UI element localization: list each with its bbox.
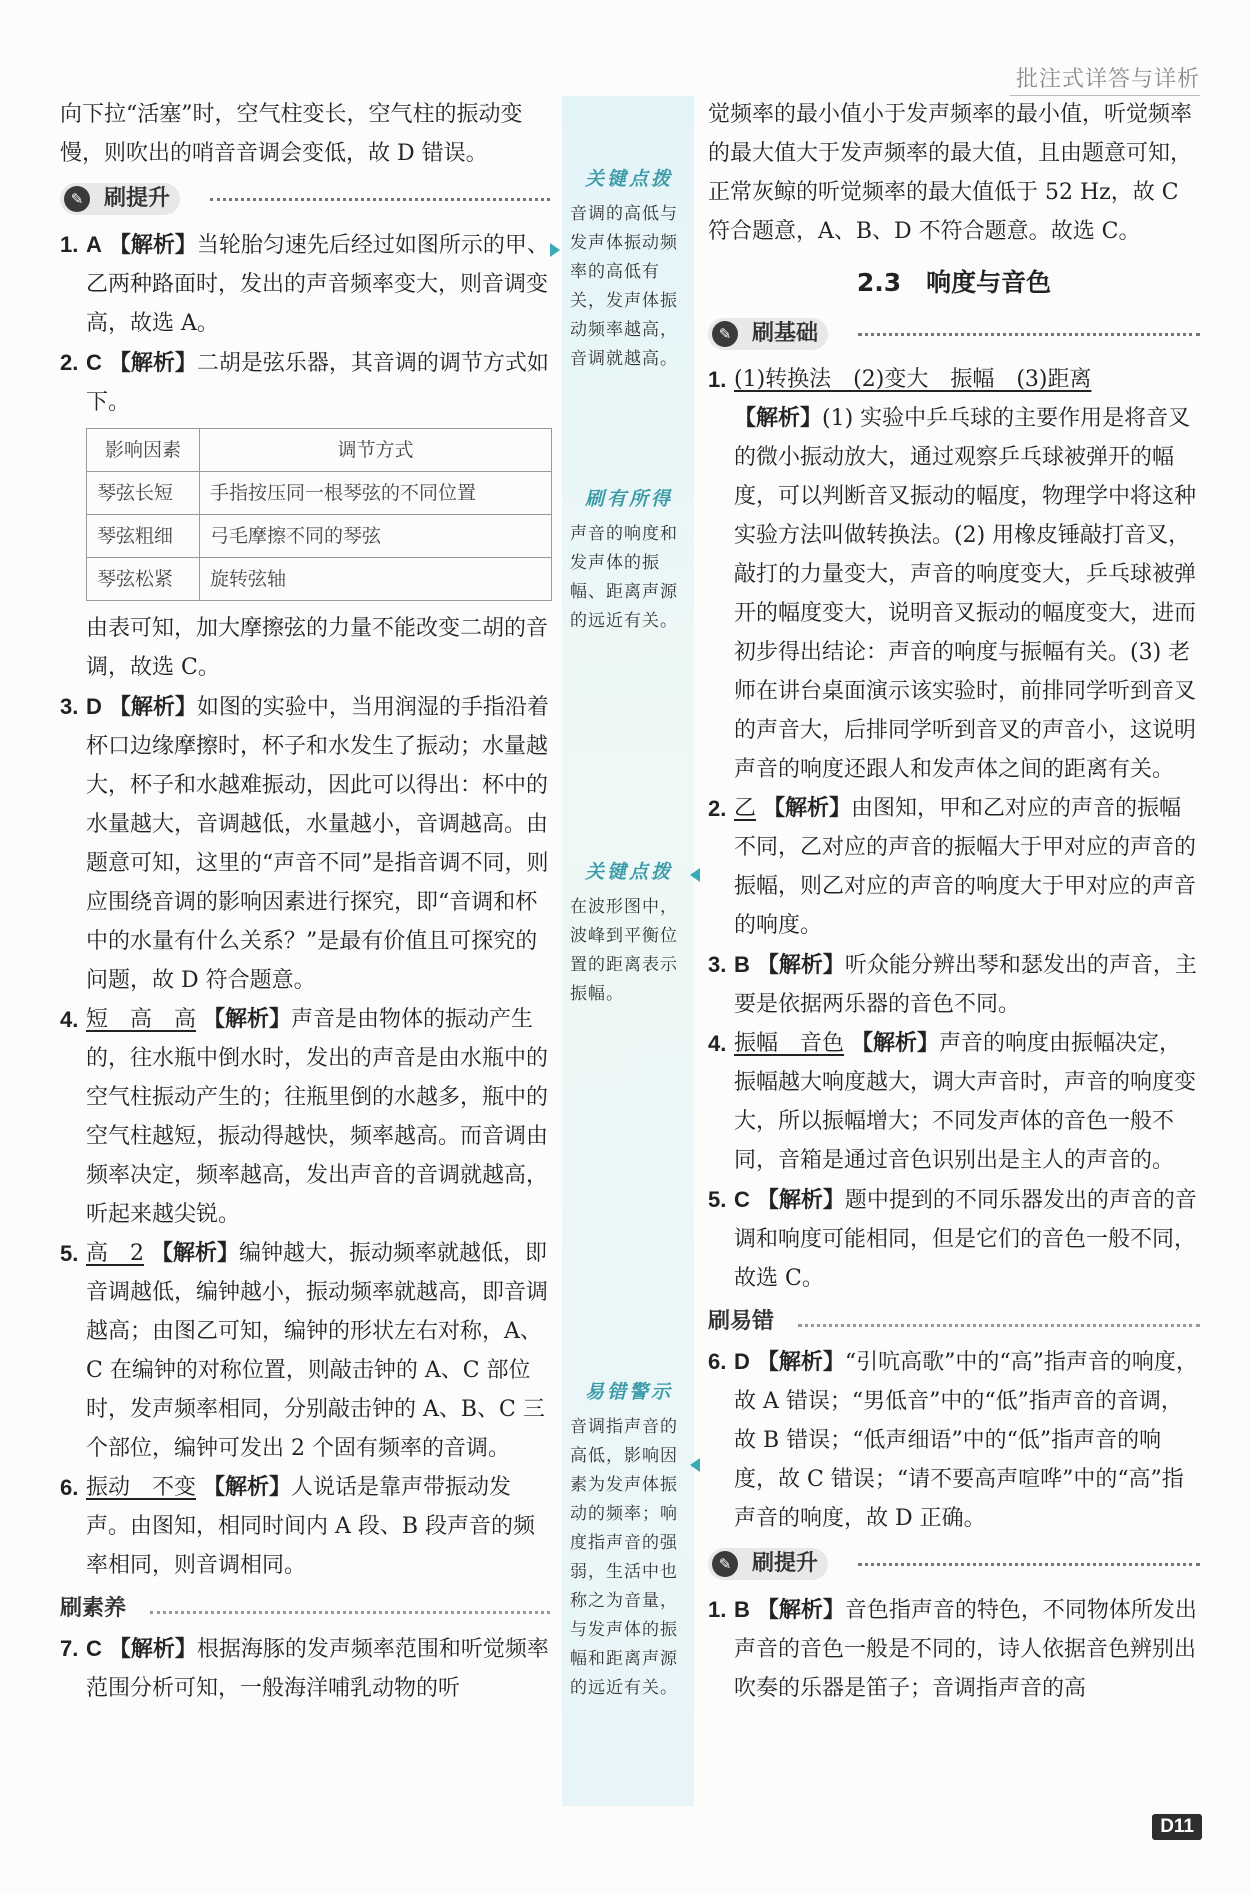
left-column	[60, 95, 550, 1708]
note-title: 易错警示	[584, 1381, 673, 1403]
item-text: 由图知，甲和乙对应的声音的振幅不同，乙对应的声音的振幅大于甲对应的声音的振幅，则乙对应的声音的响度大于甲对应的声音的响度。	[734, 796, 1197, 938]
table-cell: 琴弦粗细	[87, 515, 200, 558]
answer-item	[60, 687, 550, 1000]
adjustment-table	[86, 428, 552, 601]
table-header-row	[87, 429, 552, 472]
item-number: 2.	[60, 350, 79, 375]
brush-icon: ✎	[712, 321, 738, 347]
item-number: 3.	[708, 952, 727, 977]
item-answer: D	[86, 694, 102, 719]
table-cell: 琴弦长短	[87, 472, 200, 515]
table-row	[87, 472, 552, 515]
analysis-tag: 【解析】	[203, 1474, 292, 1500]
page-number: D11	[1152, 1814, 1202, 1840]
item-text: 音色指声音的特色，不同物体所发出声音的音色一般是不同的，诗人依据音色辨别出吹奏的乐器是笛子；音调指声音的高	[734, 1598, 1197, 1701]
answer-item	[60, 1234, 550, 1468]
analysis-tag: 【解析】	[108, 232, 197, 258]
answer-item	[60, 343, 550, 422]
section-header	[708, 1302, 1200, 1340]
item-number: 1.	[708, 367, 727, 392]
analysis-tag: 【解析】	[851, 1030, 940, 1056]
item-answer: D	[734, 1349, 750, 1374]
section-divider	[150, 1611, 550, 1614]
answer-item	[708, 789, 1200, 945]
item-text: 人说话是靠声带振动发声。由图知，相同时间内 A 段、B 段声音的频率相同，则音调相同。	[86, 1475, 536, 1578]
item-number: 6.	[60, 1475, 79, 1500]
item-text: (1) 实验中乒乓球的主要作用是将音叉的微小振动放大，通过观察乒乓球被弹开的幅度，可以判断音叉振动的幅度，物理学中将这种实验方法叫做转换法。(2) 用橡皮锤敲打音叉，敲打的力量变大，声音的响度变大，乒乓球被弹开的幅度变大，说明音叉振动的幅度变大，进而初步得出结论：声音的响度与振幅有关。(3) 老师在讲台桌面演示该实验时，前排同学听到音叉的声音大，后排同学听到音叉的声音小，这说明声音的响度还跟人和发声体之间的距离有关。	[734, 406, 1197, 782]
brush-icon: ✎	[712, 1551, 738, 1577]
item-text: 听众能分辨出琴和瑟发出的声音，主要是依据两乐器的音色不同。	[734, 953, 1197, 1017]
item-answer: B	[734, 1597, 750, 1622]
table-row	[87, 515, 552, 558]
note-text: 声音的响度和发声体的振幅、距离声源的远近有关。	[570, 524, 678, 631]
left-intro: 向下拉“活塞”时，空气柱变长，空气柱的振动变慢，则吹出的哨音音调会变低，故 D 错误。	[60, 102, 523, 166]
note-text: 在波形图中，波峰到平衡位置的距离表示振幅。	[570, 897, 678, 1004]
analysis-tag: 【解析】	[756, 1597, 845, 1623]
item-text: 题中提到的不同乐器发出的声音的音调和响度可能相同，但是它们的音色一般不同，故选 C。	[734, 1188, 1197, 1291]
item-number: 7.	[60, 1636, 79, 1661]
answer-item	[60, 225, 550, 343]
answer-item	[708, 1180, 1200, 1298]
item-text: 当轮胎匀速先后经过如图所示的甲、乙两种路面时，发出的声音频率变大，则音调变高，故选 A。	[86, 233, 549, 336]
section-label: 刷提升	[752, 1551, 819, 1576]
item-text: 编钟越大，振动频率就越低，即音调越低，编钟越小，振动频率就越高，即音调越高；由图乙可知，编钟的形状左右对称，A、C 在编钟的对称位置，则敲击钟的 A、C 部位时，发声频率相同，分别敲击钟的 A、B、C 三个部位，编钟可发出 2 个固有频率的音调。	[86, 1241, 549, 1461]
item-text: 由表可知，加大摩擦弦的力量不能改变二胡的音调，故选 C。	[86, 616, 549, 680]
item-number: 5.	[60, 1241, 79, 1266]
item-number: 5.	[708, 1187, 727, 1212]
analysis-tag: 【解析】	[756, 952, 845, 978]
analysis-tag: 【解析】	[756, 1349, 845, 1375]
table-cell: 琴弦松紧	[87, 558, 200, 601]
item-answer: B	[734, 952, 750, 977]
note-text: 音调的高低与发声体振动频率的高低有关，发声体振动频率越高，音调就越高。	[570, 204, 678, 369]
item-text: “引吭高歌”中的“高”指声音的响度，故 A 错误；“男低音”中的“低”指声音的音调，故 B 错误；“低声细语”中的“低”指声音的响度，故 C 错误；“请不要高声喧哗”中的“高”指声音的响度，故 D 正确。	[734, 1350, 1198, 1531]
table-cell: 手指按压同一根琴弦的不同位置	[200, 472, 552, 515]
item-answer: 振幅 音色	[734, 1031, 845, 1056]
table-cell: 旋转弦轴	[200, 558, 552, 601]
section-header	[708, 312, 1200, 358]
item-answer: C	[86, 350, 102, 375]
section-divider	[858, 1563, 1200, 1566]
item-number: 6.	[708, 1349, 727, 1374]
item-answer: 乙	[734, 796, 757, 821]
item-answer: C	[734, 1187, 750, 1212]
side-note	[570, 485, 688, 636]
pointer-arrow-icon	[550, 243, 560, 257]
analysis-tag: 【解析】	[108, 1636, 197, 1662]
side-note	[570, 165, 688, 374]
item-answer: C	[86, 1636, 102, 1661]
analysis-tag: 【解析】	[756, 1187, 845, 1213]
analysis-tag: 【解析】	[108, 350, 197, 376]
item-number: 4.	[60, 1007, 79, 1032]
answer-item	[708, 1342, 1200, 1538]
side-note	[570, 858, 688, 1009]
table-header: 影响因素	[87, 429, 200, 472]
answer-item	[708, 360, 1200, 789]
item-text: 如图的实验中，当用润湿的手指沿着杯口边缘摩擦时，杯子和水发生了振动；水量越大，杯子和水越难振动，因此可以得出：杯中的水量越大，音调越低，水量越小，音调越高。由题意可知，这里的“声音不同”是指音调不同，则应围绕音调的影响因素进行探究，即“音调和杯中的水量有什么关系？”是最有价值且可探究的问题，故 D 符合题意。	[86, 695, 549, 993]
answer-item	[60, 1468, 550, 1585]
item-number: 4.	[708, 1031, 727, 1056]
item-number: 1.	[60, 232, 79, 257]
item-text: 声音是由物体的振动产生的，往水瓶中倒水时，发出的声音是由水瓶中的空气柱振动产生的；往瓶里倒的水越多，瓶中的空气柱越短，振动得越快，频率越高。而音调由频率决定，频率越高，发出声音的音调就越高，听起来越尖锐。	[86, 1007, 549, 1227]
section-label: 刷素养	[60, 1596, 127, 1621]
section-label: 刷基础	[752, 321, 819, 346]
section-divider	[798, 1324, 1200, 1327]
analysis-tag: 【解析】	[108, 694, 197, 720]
section-label: 刷易错	[708, 1309, 775, 1334]
table-cell: 弓毛摩擦不同的琴弦	[200, 515, 552, 558]
section-header	[60, 1589, 550, 1627]
item-number: 3.	[60, 694, 79, 719]
section-label: 刷提升	[104, 186, 171, 211]
note-text: 音调指声音的高低，影响因素为发声体振动的频率；响度指声音的强弱，生活中也称之为音量，与发声体的振幅和距离声源的远近有关。	[570, 1417, 678, 1698]
analysis-tag: 【解析】	[203, 1006, 292, 1032]
item-answer: 短 高 高	[86, 1007, 197, 1032]
header-title: 批注式详答与详析	[1015, 67, 1200, 92]
answer-item	[708, 1024, 1200, 1180]
brush-icon: ✎	[64, 186, 90, 212]
answer-item	[708, 945, 1200, 1024]
item-answer: 振动 不变	[86, 1475, 197, 1500]
right-intro: 觉频率的最小值小于发声频率的最小值，听觉频率的最大值大于发声频率的最大值，且由题意可知，正常灰鲸的听觉频率的最大值低于 52 Hz，故 C 符合题意，A、B、D 不符合题意。故选 C。	[708, 102, 1193, 244]
right-column	[708, 95, 1200, 1708]
item-text: 声音的响度由振幅决定，振幅越大响度越大，调大声音时，声音的响度变大，所以振幅增大；不同发声体的音色一般不同，音箱是通过音色识别出是主人的声音的。	[734, 1031, 1197, 1173]
section-header	[60, 177, 550, 223]
note-title: 关键点拨	[584, 861, 673, 883]
item-number: 2.	[708, 796, 727, 821]
section-divider	[858, 333, 1200, 336]
analysis-tag: 【解析】	[734, 405, 823, 431]
section-title: 2.3 响度与音色	[856, 268, 1052, 297]
answer-item	[708, 1590, 1200, 1708]
pointer-arrow-icon	[690, 868, 700, 882]
item-text: 二胡是弦乐器，其音调的调节方式如下。	[86, 351, 549, 415]
pointer-arrow-icon	[690, 1458, 700, 1472]
side-note	[570, 1378, 688, 1703]
item-answer: (1)转换法 (2)变大 振幅 (3)距离	[734, 367, 1092, 392]
item-number: 1.	[708, 1597, 727, 1622]
item-answer: A	[86, 232, 102, 257]
section-header	[708, 1542, 1200, 1588]
answer-item	[60, 1629, 550, 1708]
note-title: 关键点拨	[584, 168, 673, 190]
analysis-tag: 【解析】	[763, 795, 852, 821]
note-title: 刷有所得	[584, 488, 673, 510]
item-text: 根据海豚的发声频率范围和听觉频率范围分析可知，一般海洋哺乳动物的听	[86, 1637, 549, 1701]
table-row	[87, 558, 552, 601]
section-divider	[210, 198, 550, 201]
table-header: 调节方式	[200, 429, 552, 472]
analysis-tag: 【解析】	[151, 1240, 240, 1266]
answer-item	[60, 1000, 550, 1234]
item-answer: 高 2	[86, 1241, 144, 1266]
